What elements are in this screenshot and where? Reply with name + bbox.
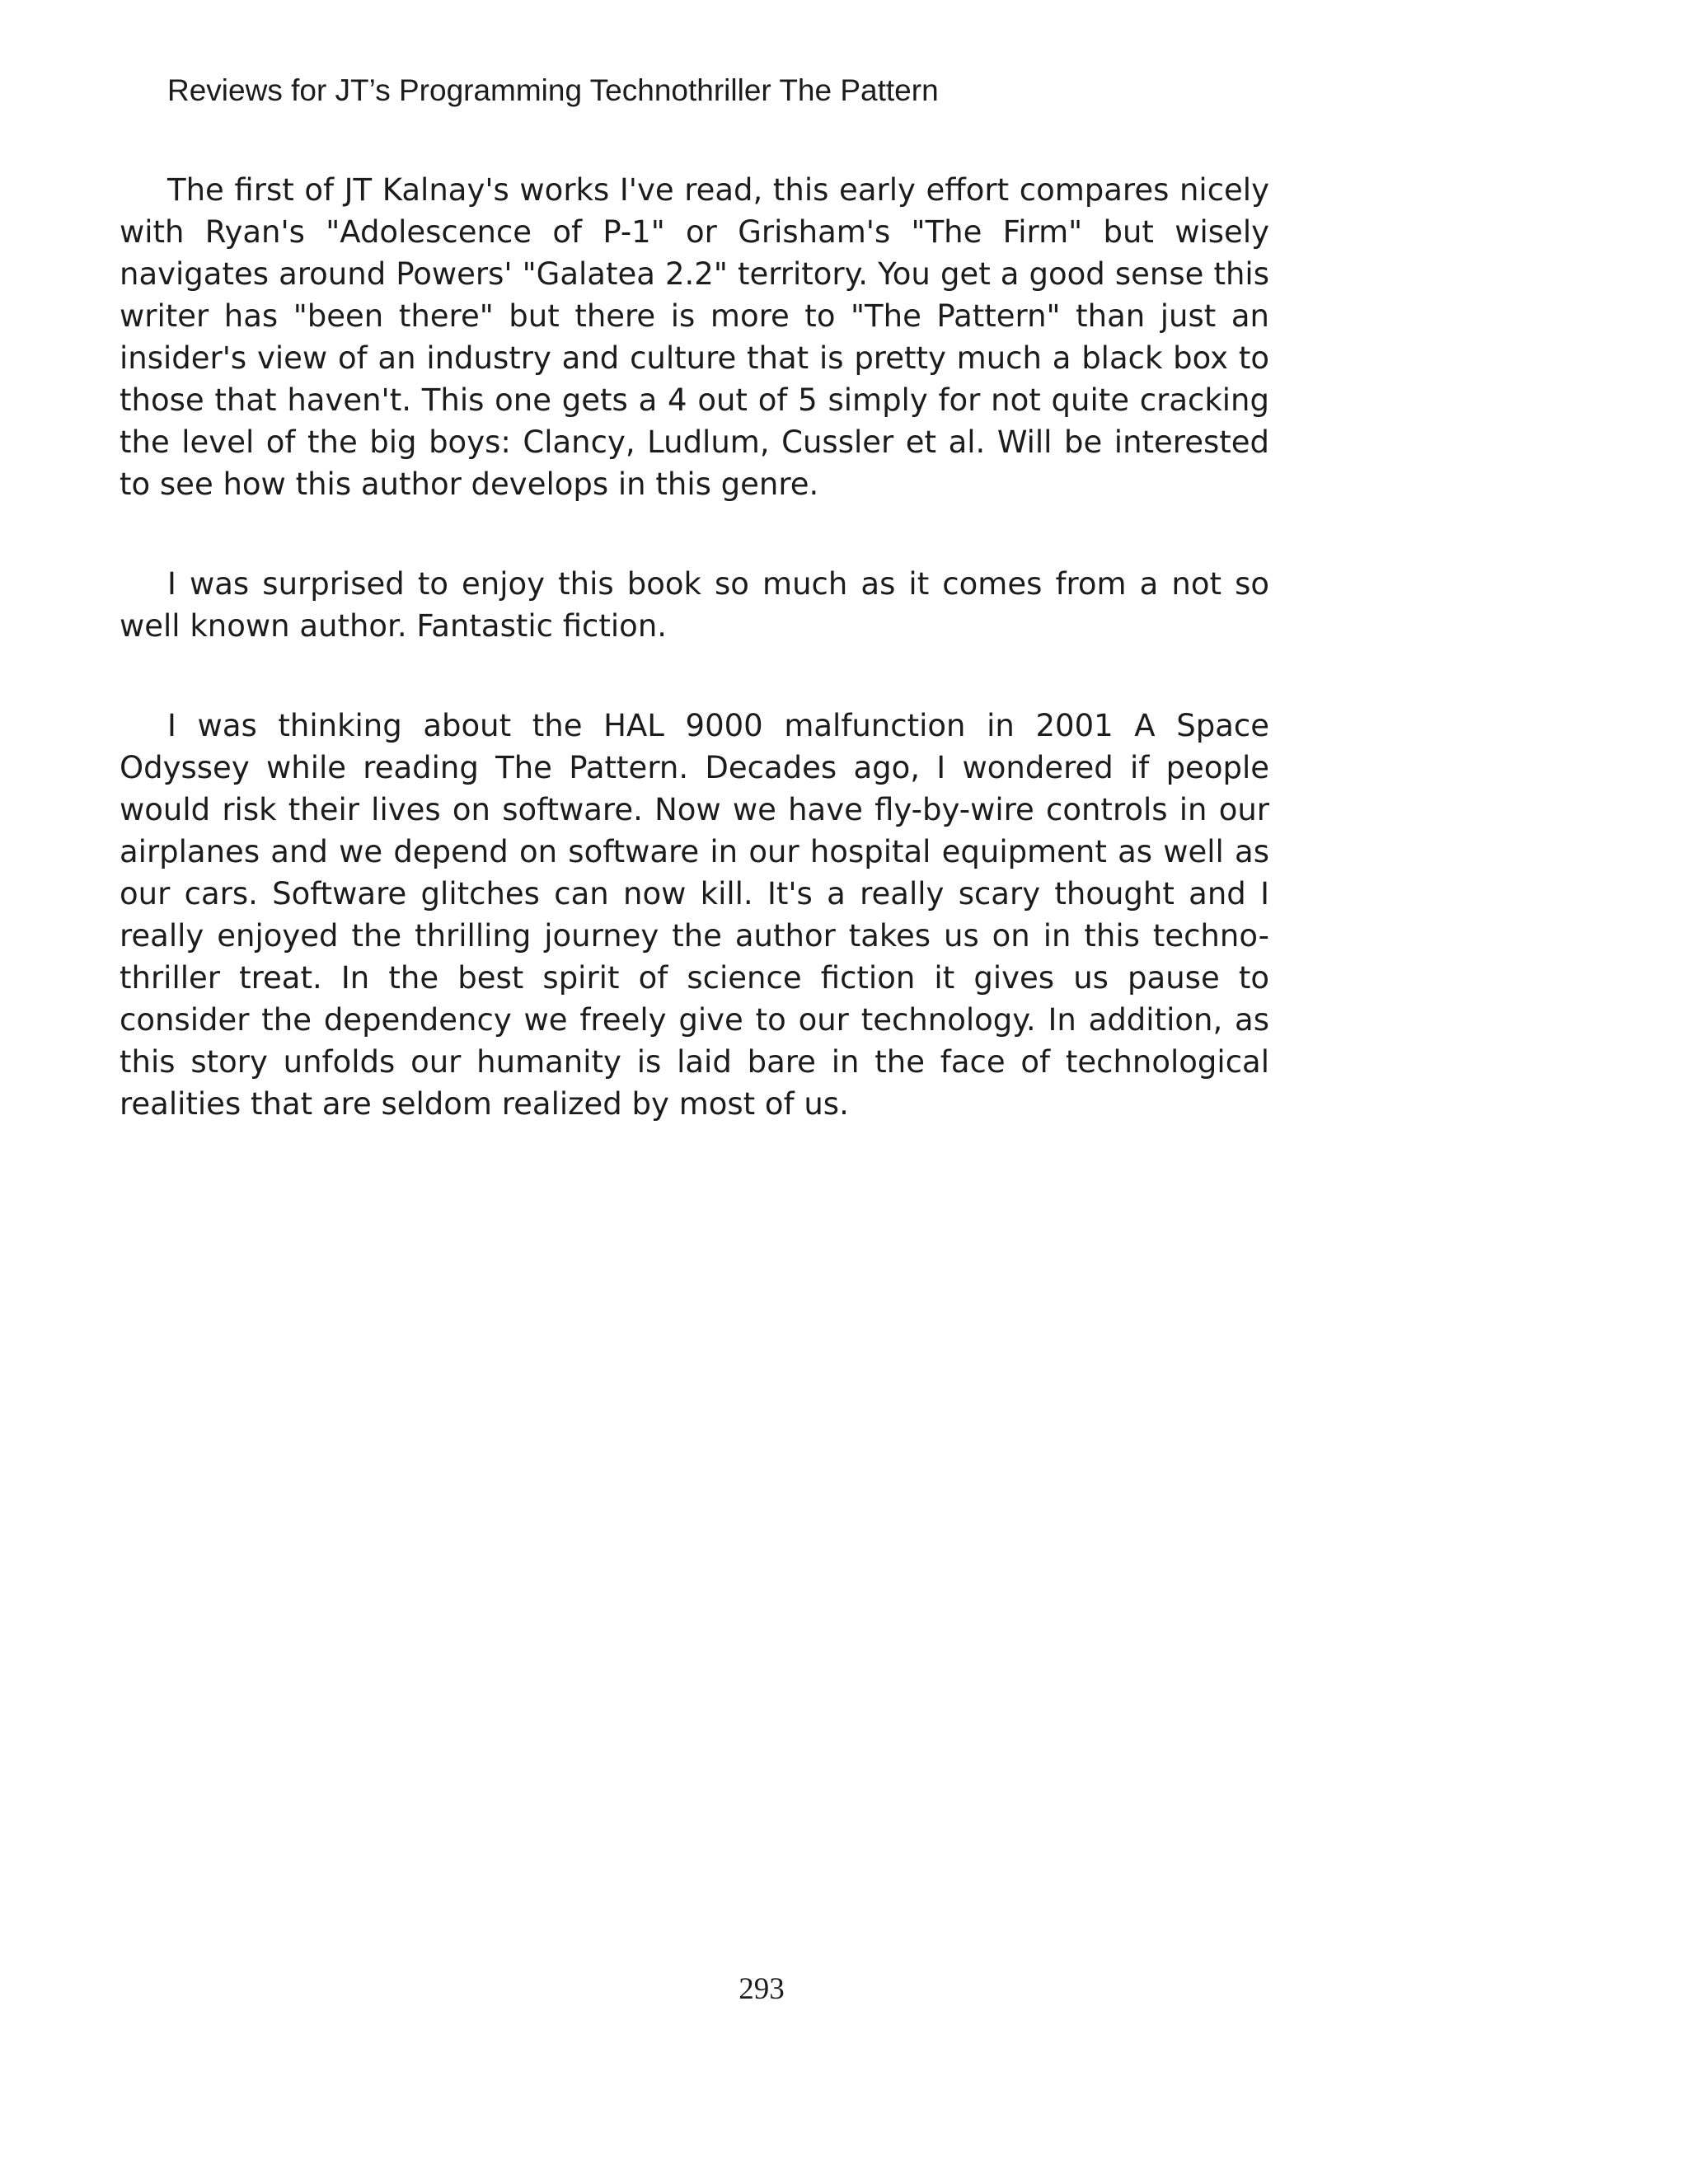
review-paragraph-2: I was surprised to enjoy this book so much as it comes from a not so well known author. Fantastic fiction.	[120, 566, 1269, 644]
review-paragraph-3: I was thinking about the HAL 9000 malfunction in 2001 A Space Odyssey while reading The Pattern. Decades ago, I wondered if people would risk their lives on software. Now we have fly-by-wire controls in our airplanes and we depend on software in our hospital equipment as well as our cars. Software glitches can now kill. It's a really scary thought and I really enjoyed the thrilling journey the author takes us on in this techno-thriller treat. In the best spirit of science fiction it gives us pause to consider the dependency we freely give to our technology. In addition, as this story unfolds our humanity is laid bare in the face of technological realities that are seldom realized by most of us.	[120, 708, 1269, 1122]
running-header: Reviews for JT’s Programming Technothriller The Pattern	[167, 73, 939, 107]
review-paragraph-1: The first of JT Kalnay's works I've read, this early effort compares nicely with Ryan's "Adolescence of P-1" or Grisham's "The Firm" but wisely navigates around Powers' "Galatea 2.2" territory. You get a good sense this writer has "been there" but there is more to "The Pattern" than just an insider's view of an industry and culture that is pretty much a black box to those that haven't. This one gets a 4 out of 5 simply for not quite cracking the level of the big boys: Clancy, Ludlum, Cussler et al. Will be interested to see how this author develops in this genre.	[120, 172, 1269, 502]
reviews-body	[120, 169, 1269, 1183]
page-number: 293	[738, 1972, 785, 2006]
